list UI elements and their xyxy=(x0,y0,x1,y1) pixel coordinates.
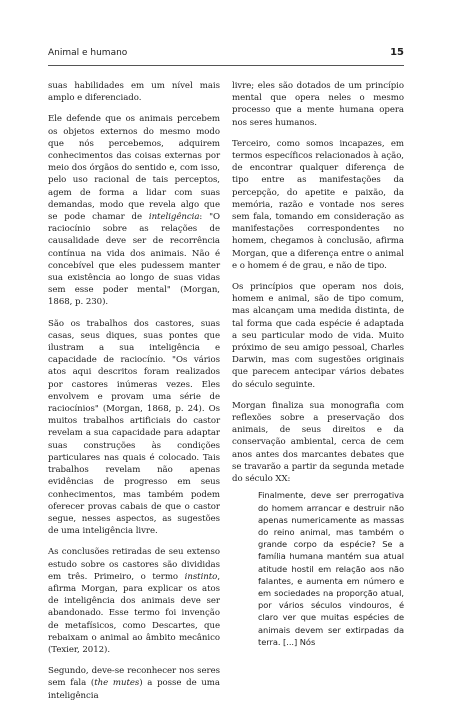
emphasis-term: instinto xyxy=(184,571,218,582)
text-run: , afirma Morgan, para explicar os atos de inteligência dos animais deve ser abandonado. Esse termo foi invenção de metafísicos, como Descartes, que rebaixam o animal ao âmbito mecânico (Texier, 2012). xyxy=(48,571,220,655)
running-title: Animal e humano xyxy=(48,48,128,58)
paragraph-second-point xyxy=(48,665,220,702)
left-column xyxy=(48,80,220,702)
paragraph-perception xyxy=(48,113,220,308)
emphasis-term: the mutes xyxy=(94,678,140,689)
paragraph-third-point: Terceiro, como somos incapazes, em termos específicos relacionados à ação, de encontrar qualquer diferença de tipo entre as manifestações da percepção, do apetite e paixão, da memória, razão e vontade nos seres sem fala, tomando em consideração as manifestações correspondentes no homem, chegamos à conclusão, afirma Morgan, que a diferença entre o animal e o homem é de grau, e não de tipo. xyxy=(232,138,404,271)
text-run: As conclusões retiradas de seu extenso estudo sobre os castores são divididas em três. Primeiro, o termo xyxy=(48,547,220,582)
right-column xyxy=(232,80,404,648)
block-quote: Finalmente, deve ser prerrogativa do homem arrancar e destruir não apenas numericamente as massas do reino animal, mas também o grande corpo da espécie? Se a família humana mantém sua atual atitude hostil em relação aos não falantes, e aumenta em número e em sociedades na proporção atual, por vários séculos vindouros, é claro ver que muitas espécies de animais devem ser extirpadas da terra. [...] Nós xyxy=(258,490,404,647)
paragraph-beavers: São os trabalhos dos castores, suas casas, seus diques, suas pontes que ilustram a sua inteligência e capacidade de raciocínio. "Os vários atos aqui descritos foram realizados por castores inúmeras vezes. Eles envolvem e provam uma série de raciocínios" (Morgan, 1868, p. 24). Os muitos trabalhos artificiais do castor revelam a sua capacidade para adaptar suas construções às condições particulares nas quais é colocado. Tais trabalhos revelam não apenas evidências de progresso em seus conhecimentos, mas também podem oferecer provas cabais de que o castor segue, nesses aspectos, as sugestões de uma inteligência livre. xyxy=(48,318,220,537)
header-rule xyxy=(48,65,404,66)
page-number: 15 xyxy=(390,47,404,58)
emphasis-term: inteligência xyxy=(148,212,200,223)
text-run: : "O raciocínio sobre as relações de causalidade deve ser de recorrência contínua na vida dos animais. Não é concebível que eles pudessem manter sua existência ao longo de suas vidas sem esse poder mental" (Morgan, 1868, p. 230). xyxy=(48,212,220,308)
text-run: ) a posse de uma inteligência xyxy=(48,678,220,701)
paragraph-preservation: Morgan finaliza sua monografia com reflexões sobre a preservação dos animais, de seus direitos e da conservação ambiental, cerca de cem anos antes dos marcantes debates que se travarão a partir da segunda metade do século XX: xyxy=(232,400,404,485)
paragraph-continuation: livre; eles são dotados de um princípio mental que opera neles o mesmo processo que a mente humana opera nos seres humanos. xyxy=(232,81,404,128)
paragraph-conclusions xyxy=(48,546,220,656)
text-run: Ele defende que os animais percebem os objetos externos do mesmo modo que nós percebemos, adquirem conhecimentos das coisas externas por meio dos órgãos do sentido e, com isso, pelo uso racional de tais perceptos, agem de forma a lidar com suas demandas, modo que revela algo que se pode chamar de xyxy=(48,114,220,223)
paragraph-principles: Os princípios que operam nos dois, homem e animal, são de tipo comum, mas alcançam uma medida distinta, de tal forma que cada espécie é adaptada a seu particular modo de vida. Muito próximo de seu amigo pessoal, Charles Darwin, mas com sugestões originais que parecem antecipar vários debates do século seguinte. xyxy=(232,282,404,390)
page-header xyxy=(48,47,404,63)
text-run: Segundo, deve-se reconhecer nos seres sem fala ( xyxy=(48,666,220,689)
paragraph-continuation: suas habilidades em um nível mais amplo e diferenciado. xyxy=(48,81,220,104)
